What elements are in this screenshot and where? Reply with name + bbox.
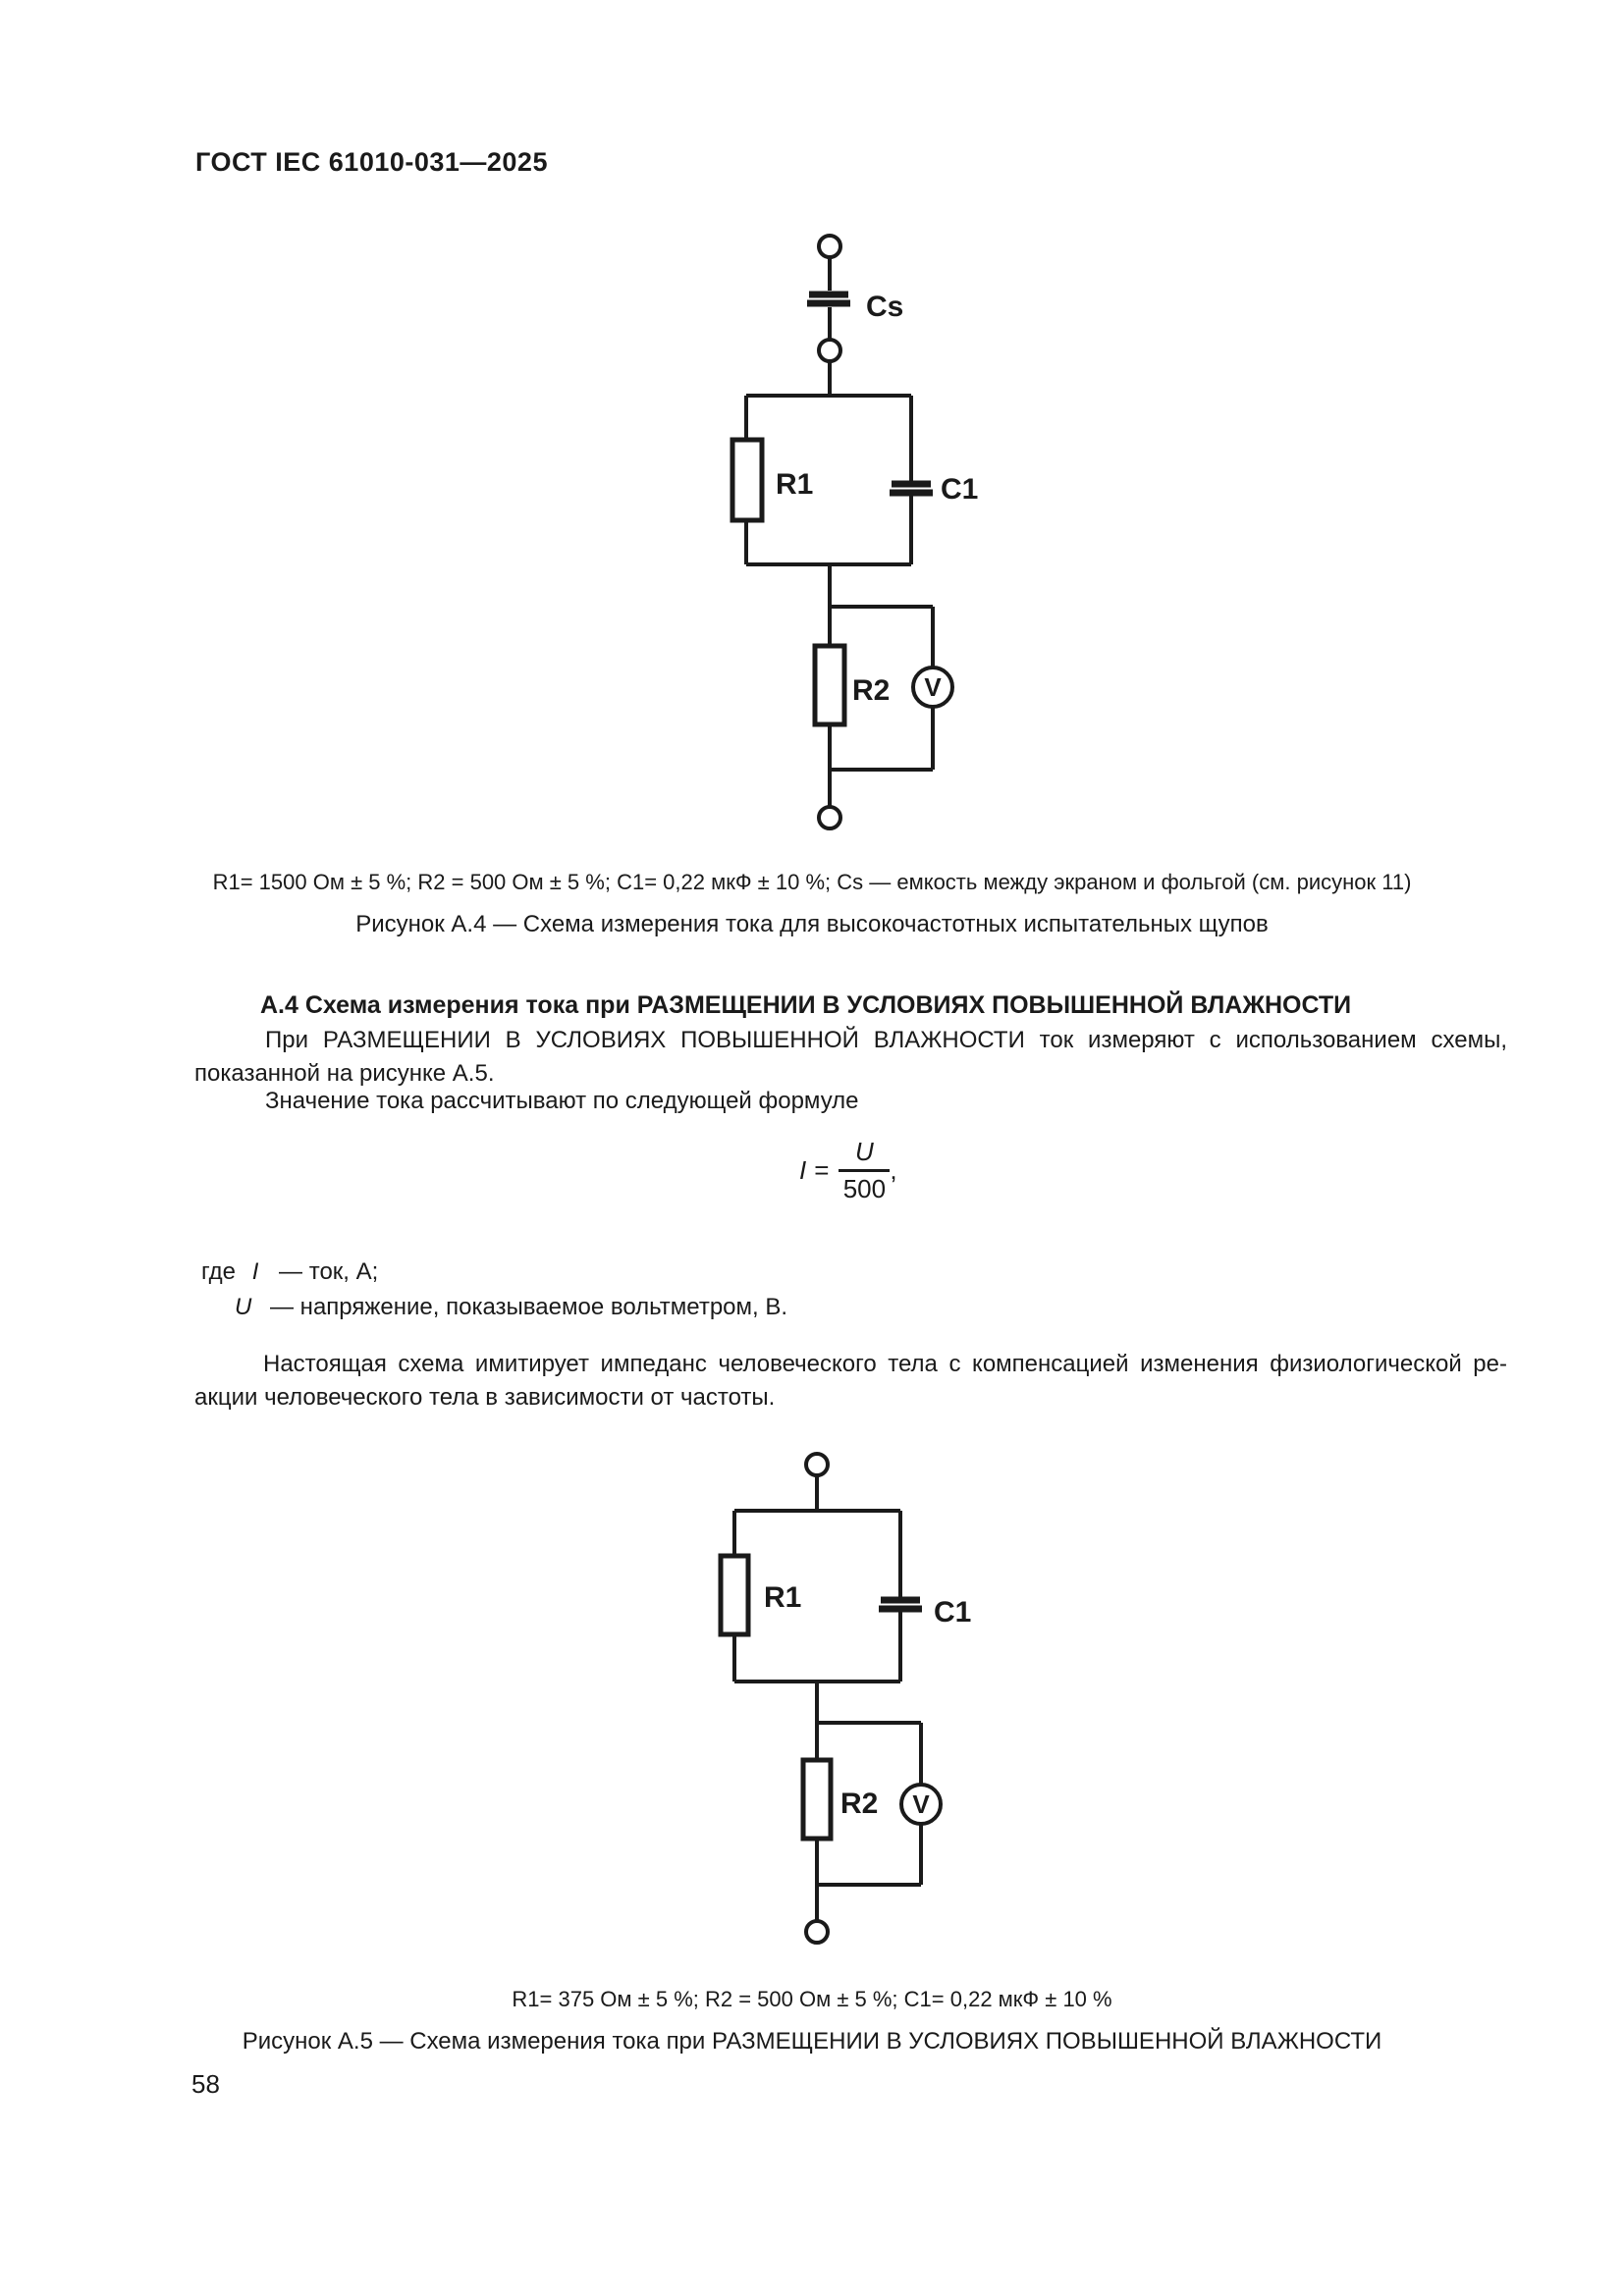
where2-text: — напряжение, показываемое вольтметром, В. <box>270 1294 788 1320</box>
where-line-1 <box>201 1258 378 1286</box>
paragraph-3-line-1: Настоящая схема имитирует импеданс человеческого тела с компенсацией изменения физиологической ре- <box>263 1351 1507 1377</box>
terminal-mid-icon <box>819 340 840 361</box>
label-voltmeter: V <box>912 1789 930 1819</box>
terminal-top-icon <box>806 1454 828 1475</box>
label-voltmeter: V <box>924 672 942 702</box>
figure-a4-caption: Рисунок А.4 — Схема измерения тока для высокочастотных испытательных щупов <box>355 911 1269 937</box>
formula <box>799 1139 897 1203</box>
terminal-bottom-icon <box>806 1921 828 1943</box>
where-line-2 <box>235 1294 787 1321</box>
label-c1: C1 <box>941 473 979 506</box>
page-number: 58 <box>191 2069 220 2099</box>
terminal-bottom-icon <box>819 807 840 828</box>
formula-equals: = <box>814 1155 830 1186</box>
fraction-bar <box>839 1169 890 1172</box>
figure-a5-circuit-diagram <box>677 1433 1001 1958</box>
formula-denominator: 500 <box>842 1174 887 1204</box>
paragraph-2: Значение тока рассчитывают по следующей формуле <box>265 1088 859 1114</box>
figure-a4-parameters: R1= 1500 Ом ± 5 %; R2 = 500 Ом ± 5 %; С1= 0,22 мкФ ± 10 %; Cs — емкость между экраном и фольгой (см. рисунок 11) <box>212 870 1412 894</box>
where1-symbol: I <box>251 1258 259 1285</box>
resistor-r1-icon <box>721 1556 748 1634</box>
label-r2: R2 <box>840 1788 879 1820</box>
resistor-r1-icon <box>732 440 762 520</box>
formula-lhs: I <box>799 1155 807 1186</box>
figure-a4-circuit-diagram <box>677 221 1001 849</box>
where-intro: где <box>201 1258 237 1285</box>
terminal-top-icon <box>819 236 840 257</box>
figure-a5-caption: Рисунок А.5 — Схема измерения тока при РАЗМЕЩЕНИИ В УСЛОВИЯХ ПОВЫШЕННОЙ ВЛАЖНОСТИ <box>242 2028 1382 2055</box>
formula-numerator: U <box>855 1137 874 1166</box>
label-r1: R1 <box>764 1581 802 1614</box>
section-a4-heading: А.4 Схема измерения тока при РАЗМЕЩЕНИИ В УСЛОВИЯХ ПОВЫШЕННОЙ ВЛАЖНОСТИ <box>260 991 1352 1019</box>
paragraph-1-line-1: При РАЗМЕЩЕНИИ В УСЛОВИЯХ ПОВЫШЕННОЙ ВЛАЖНОСТИ ток измеряют с использованием схемы, <box>265 1027 1507 1053</box>
where2-symbol: U <box>235 1294 252 1320</box>
where1-text: — ток, А; <box>279 1258 379 1285</box>
label-cs: Cs <box>866 291 904 323</box>
resistor-r2-icon <box>815 646 844 724</box>
resistor-r2-icon <box>803 1760 831 1839</box>
label-c1: C1 <box>934 1596 972 1629</box>
formula-comma: , <box>890 1155 897 1186</box>
label-r2: R2 <box>852 674 891 707</box>
paragraph-3-line-2: акции человеческого тела в зависимости от частоты. <box>194 1384 776 1411</box>
paragraph-1-line-2: показанной на рисунке А.5. <box>194 1060 495 1087</box>
figure-a5-parameters: R1= 375 Ом ± 5 %; R2 = 500 Ом ± 5 %; С1= 0,22 мкФ ± 10 % <box>512 1987 1112 2011</box>
formula-fraction <box>839 1139 890 1203</box>
label-r1: R1 <box>776 468 814 501</box>
page-header: ГОСТ IEC 61010-031—2025 <box>195 147 548 177</box>
